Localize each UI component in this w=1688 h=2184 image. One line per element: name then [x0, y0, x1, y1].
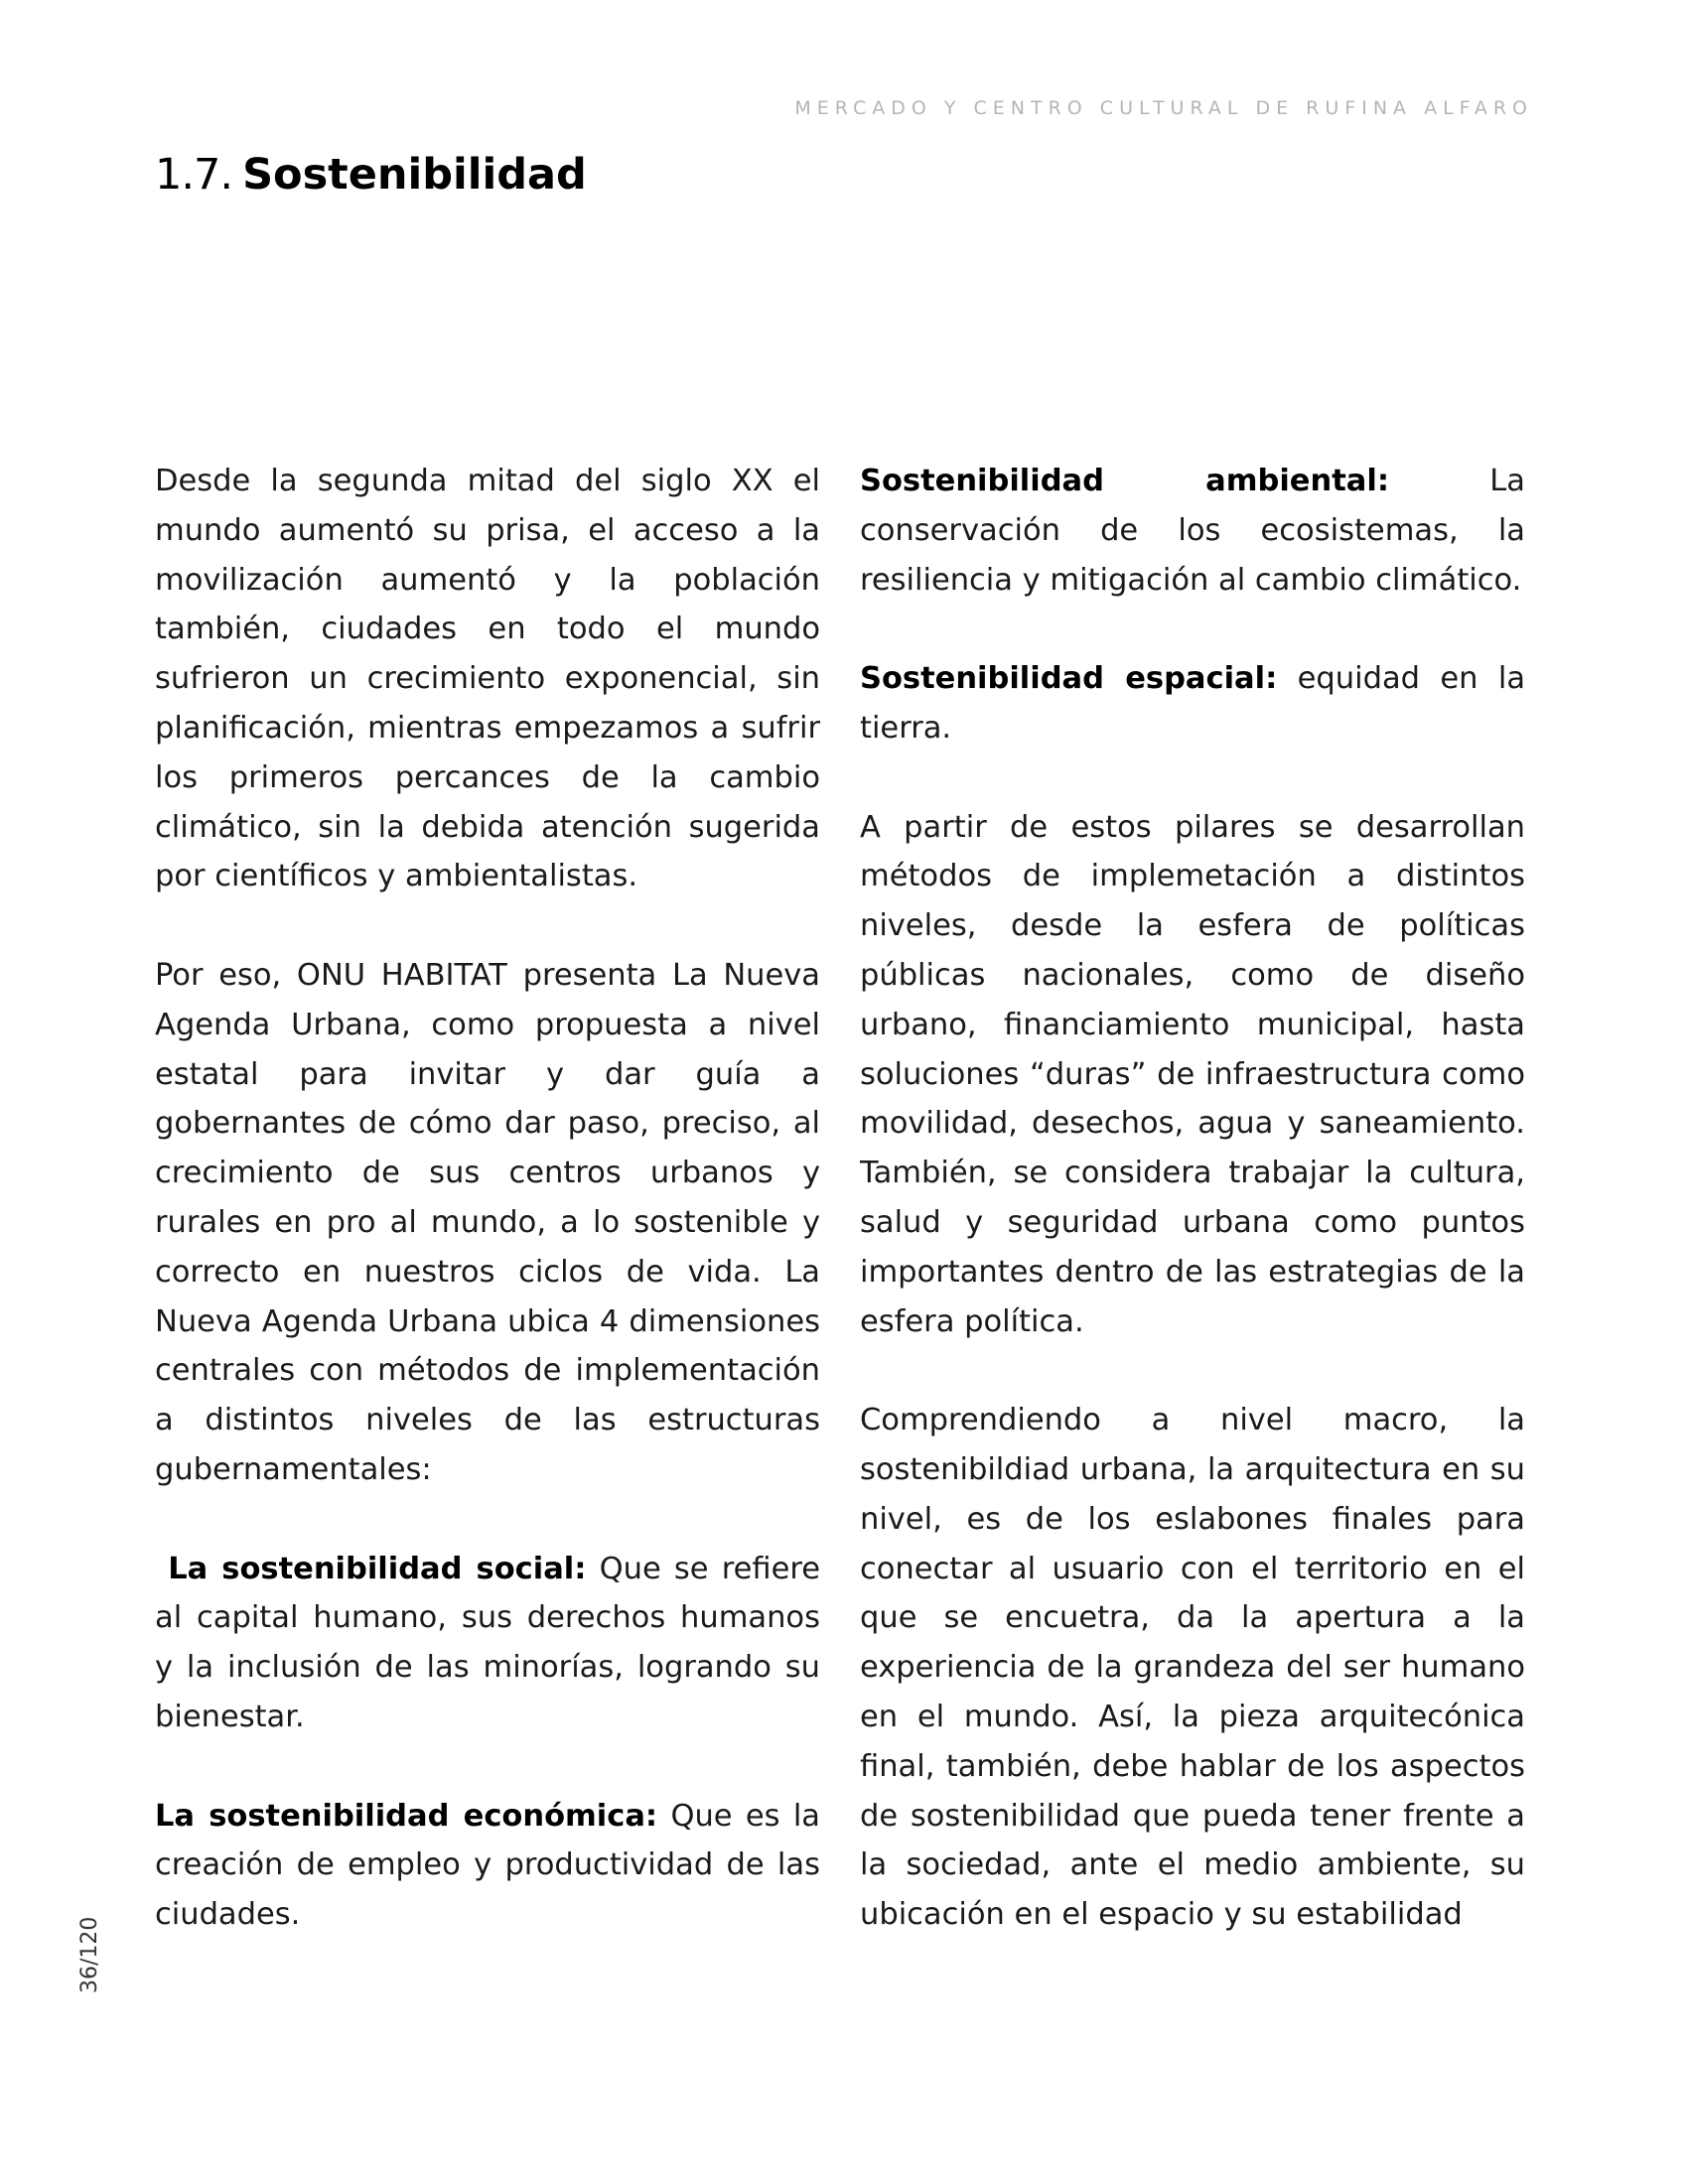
running-header: MERCADO Y CENTRO CULTURAL DE RUFINA ALFARO	[794, 97, 1533, 119]
environmental-sustainability-paragraph	[860, 457, 1525, 605]
spatial-sustainability-label: Sostenibilidad espacial:	[860, 661, 1278, 697]
spatial-sustainability-paragraph	[860, 654, 1525, 753]
section-number: 1.7.	[155, 150, 233, 200]
implementation-paragraph: A partir de estos pilares se desarrollan métodos de implemetación a distintos niveles, desde la esfera de políticas públicas nacionales, como de diseño urbano, financiamiento municipal, hasta soluciones “duras” de infraestructura como movilidad, desechos, agua y saneamiento. También, se considera trabajar la cultura, salud y seguridad urbana como puntos importantes dentro de las estrategias de la esfera política.	[860, 809, 1525, 1339]
agenda-paragraph: Por eso, ONU HABITAT presenta La Nueva Agenda Urbana, como propuesta a nivel estatal para invitar y dar guía a gobernantes de cómo dar paso, preciso, al crecimiento de sus centros urbanos y rurales en pro al mundo, a lo sostenible y correcto en nuestros ciclos de vida. La Nueva Agenda Urbana ubica 4 dimensiones centrales con métodos de implementación a distintos niveles de las estructuras gubernamentales:	[155, 957, 820, 1487]
economic-sustainability-label: La sostenibilidad económica:	[155, 1798, 658, 1834]
social-sustainability-label: La sostenibilidad social:	[168, 1551, 587, 1586]
economic-sustainability-paragraph	[155, 1792, 820, 1940]
page-number: 36/120	[77, 1916, 102, 1993]
intro-paragraph: Desde la segunda mitad del siglo XX el mundo aumentó su prisa, el acceso a la movilización aumentó y la población también, ciudades en todo el mundo sufrieron un crecimiento exponencial, sin planificación, mientras empezamos a sufrir los primeros percances de la cambio climático, sin la debida atención sugerida por científicos y ambientalistas.	[155, 464, 820, 894]
spatial-sustainability-text: equidad en la tierra.	[860, 661, 1526, 746]
social-sustainability-paragraph	[155, 1545, 820, 1742]
section-name: Sostenibilidad	[242, 150, 587, 200]
section-title	[155, 147, 587, 203]
architecture-paragraph: Comprendiendo a nivel macro, la sostenibildiad urbana, la arquitectura en su nivel, es de los eslabones finales para conectar al usuario con el territorio en el que se encuetra, da la apertura a la experiencia de la grandeza del ser humano en el mundo. Así, la pieza arquitecónica final, también, debe hablar de los aspectos de sostenibilidad que pueda tener frente a la sociedad, ante el medio ambiente, su ubicación en el espacio y su estabilidad	[860, 1403, 1525, 1933]
social-sustainability-text: Que se refiere al capital humano, sus derechos humanos y la inclusión de las minorías, logrando su bienestar.	[155, 1551, 820, 1734]
environmental-sustainability-label: Sostenibilidad ambiental:	[860, 464, 1390, 498]
environmental-sustainability-text: La conservación de los ecosistemas, la resiliencia y mitigación al cambio climático.	[860, 464, 1525, 598]
right-column	[860, 457, 1525, 1940]
economic-sustainability-text: Que es la creación de empleo y productividad de las ciudades.	[155, 1798, 820, 1933]
left-column	[155, 457, 820, 1940]
